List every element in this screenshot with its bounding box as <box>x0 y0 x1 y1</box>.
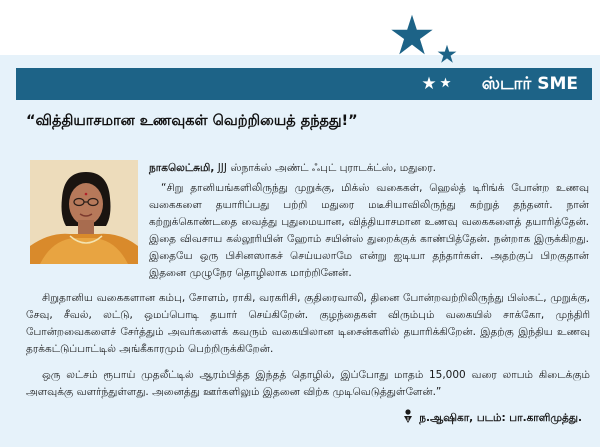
paragraph: ஒரு லட்சம் ரூபாய் முதலீட்டில் ஆரம்பித்த இந்தத் தொழில், இப்போது மாதம் 15,000 வரை லாபம் கிடைக்கும் அளவுக்கு வளர்ந்துள்ளது. அனைத்து ஊர்களிலும் இதனை விற்க முடிவெடுத்துள்ளேன்.” <box>26 369 590 398</box>
byline <box>149 160 589 176</box>
star-icon <box>390 13 434 57</box>
pen-nib-icon <box>401 408 415 424</box>
star-icon <box>437 44 457 64</box>
section-title: ஸ்டார் SME <box>481 74 578 94</box>
article-headline: “வித்தியாசமான உணவுகள் வெற்றியைத் தந்தது!” <box>26 113 358 129</box>
star-icon <box>440 77 451 88</box>
star-icon <box>422 76 436 90</box>
portrait-photo <box>30 160 138 264</box>
credit-text: ந.ஆஷிகா, படம்: பா.காளிமுத்து. <box>419 412 582 424</box>
section-header-bar <box>16 68 592 100</box>
company-details: JJJ ஸ்நாக்ஸ் அண்ட் ஃபுட் புராடக்ட்ஸ், மதுரை. <box>217 162 436 174</box>
author-name: நாகலெட்சுமி, <box>149 162 215 174</box>
photo-credit <box>401 408 582 427</box>
paragraph: “சிறு தானியங்களிலிருந்து முறுக்கு, மிக்ஸ் வகைகள், ஹெல்த் டிரிங்க் போன்ற உணவு வகைகளை தயாரிப்பது பற்றி மதுரை மடீசியாவிலிருந்து கற்றுத் தந்தனர். நான் கற்றுக்கொண்டதை வைத்து புதுமையான, வித்தியாசமான உணவு வகைகளைத் தயாரித்தேன். இதை விவசாய கல்லூரியின் ஹோம் சயின்ஸ் துறைக்குக் காண்பித்தேன். நன்றாக இருக்கிறது. இதையே ஒரு பிசினஸாகச் செய்யலாமே என்று ஐடியா தந்தார்கள். அதற்குப் பிறகுதான் இதனை முழுநேர தொழிலாக மாற்றினேன். <box>149 182 589 279</box>
paragraph: சிறுதானிய வகைகளான கம்பு, சோளம், ராகி, வரகரிசி, குதிரைவாலி, தினை போன்றவற்றிலிருந்து பிஸ்கட், முறுக்கு, சேவு, சீவல், லட்டு, ஒமப்பொடி தயார் செய்கிறேன். குழந்தைகள் விரும்பும் வகையில் சாக்கோ, முந்திரி போன்றவைகளைச் சேர்த்தும் அவர்களைக் கவரும் வகையிலான டிசைன்களில் தயாரிக்கிறேன். இதற்கு இந்திய உணவு தரக்கட்டுப்பாட்டில் அங்கீகாரமும் பெற்றிருக்கிறேன். <box>26 292 590 355</box>
